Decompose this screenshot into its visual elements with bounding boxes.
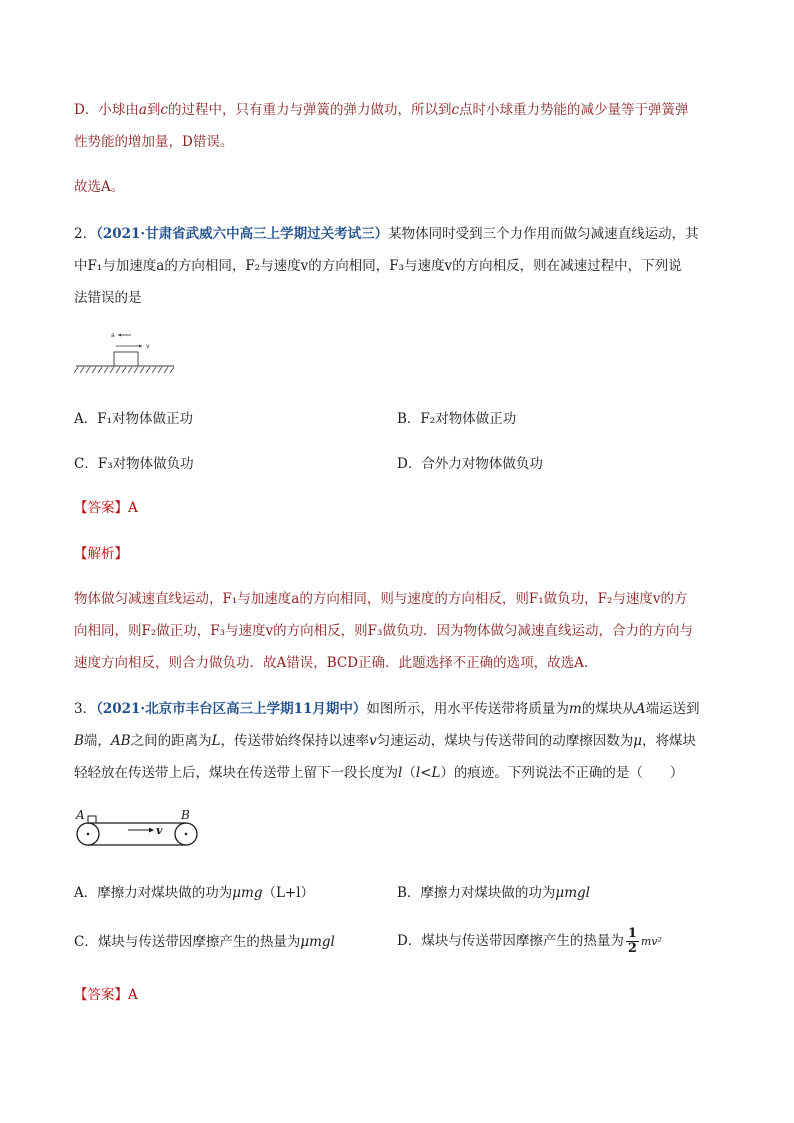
q2-number: 2． (74, 226, 97, 242)
q2-stem-line2: 中F₁与加速度a的方向相同，F₂与速度v的方向相同，F₃与速度v的方向相反，则在减速过程中，下列说 (74, 258, 682, 274)
q3-stem-line2: B端，AB之间的距离为L，传送带始终保持以速率v匀速运动，煤块与传送带间的动摩擦因数为μ，将煤块 (74, 733, 696, 749)
q3-option-b: B．摩擦力对煤块做的功为μmgl (397, 885, 590, 901)
q3-option-c: C．煤块与传送带因摩擦产生的热量为μmgl (74, 934, 335, 950)
q2-analysis-line2: 向相同，则F₂做正功，F₃与速度v的方向相反，则F₃做负功．因为物体做匀减速直线运动，合力的方向与 (74, 623, 693, 639)
q1-explanation-line1: D．小球由a到c的过程中，只有重力与弹簧的弹力做功，所以到c点时小球重力势能的减少量等于弹簧弹 (74, 102, 689, 118)
q1-conclusion: 故选A。 (74, 179, 125, 195)
q3-option-d: D．煤块与传送带因摩擦产生的热量为 $\frac{1}{2}$ mv² (397, 926, 662, 956)
q3-option-d-fraction: $\frac{1}{2}$ (627, 926, 637, 956)
q1-explanation-line2: 性势能的增加量，D错误。 (74, 134, 234, 150)
q2-analysis-line3: 速度方向相反，则合力做负功．故A错误，BCD正确．此题选择不正确的选项，故选A． (74, 655, 598, 671)
q2-option-d: D．合外力对物体做负功 (397, 456, 543, 472)
q3-number: 3． (74, 701, 97, 717)
q2-option-c: C．F₃对物体做负功 (74, 456, 194, 472)
q2-figure (74, 326, 178, 380)
q2-figure-label-v: v (146, 343, 150, 350)
q3-coal-block (88, 816, 96, 823)
q3-figure-label-a: A (76, 808, 85, 822)
q2-analysis-line1: 物体做匀减速直线运动，F₁与加速度a的方向相同，则与速度的方向相反，则F₁做负功，F₂与速度v的方 (74, 591, 688, 607)
q3-stem-line3: 轻轻放在传送带上后，煤块在传送带上留下一段长度为l（l<L）的痕迹。下列说法不正确的是（ ） (74, 765, 684, 781)
q3-source: （2021·北京市丰台区高三上学期11月期中） (96, 701, 367, 717)
q3-figure-label-b: B (181, 808, 190, 822)
q2-analysis-label: 【解析】 (74, 546, 128, 562)
q3-figure-label-v: v (156, 824, 163, 837)
q2-figure-label-a: a (111, 332, 115, 339)
q2-block (114, 352, 138, 366)
q3-stem-line1: 3．（2021·北京市丰台区高三上学期11月期中）如图所示，用水平传送带将质量为m的煤块从A端运送到 (74, 701, 700, 717)
q2-source: （2021·甘肃省武威六中高三上学期过关考试三） (96, 226, 389, 242)
q2-answer: 【答案】A (74, 500, 138, 516)
q2-option-a: A．F₁对物体做正功 (74, 411, 194, 427)
q3-option-a: A．摩擦力对煤块做的功为μmg（L+l） (74, 885, 315, 901)
q2-option-b: B．F₂对物体做正功 (397, 411, 517, 427)
q3-answer: 【答案】A (74, 987, 138, 1003)
q3-figure (72, 806, 204, 852)
q2-stem-line3: 法错误的是 (74, 290, 142, 306)
q2-stem-line1: 2．（2021·甘肃省武威六中高三上学期过关考试三）某物体同时受到三个力作用而做匀减速直线运动，其 (74, 226, 699, 242)
